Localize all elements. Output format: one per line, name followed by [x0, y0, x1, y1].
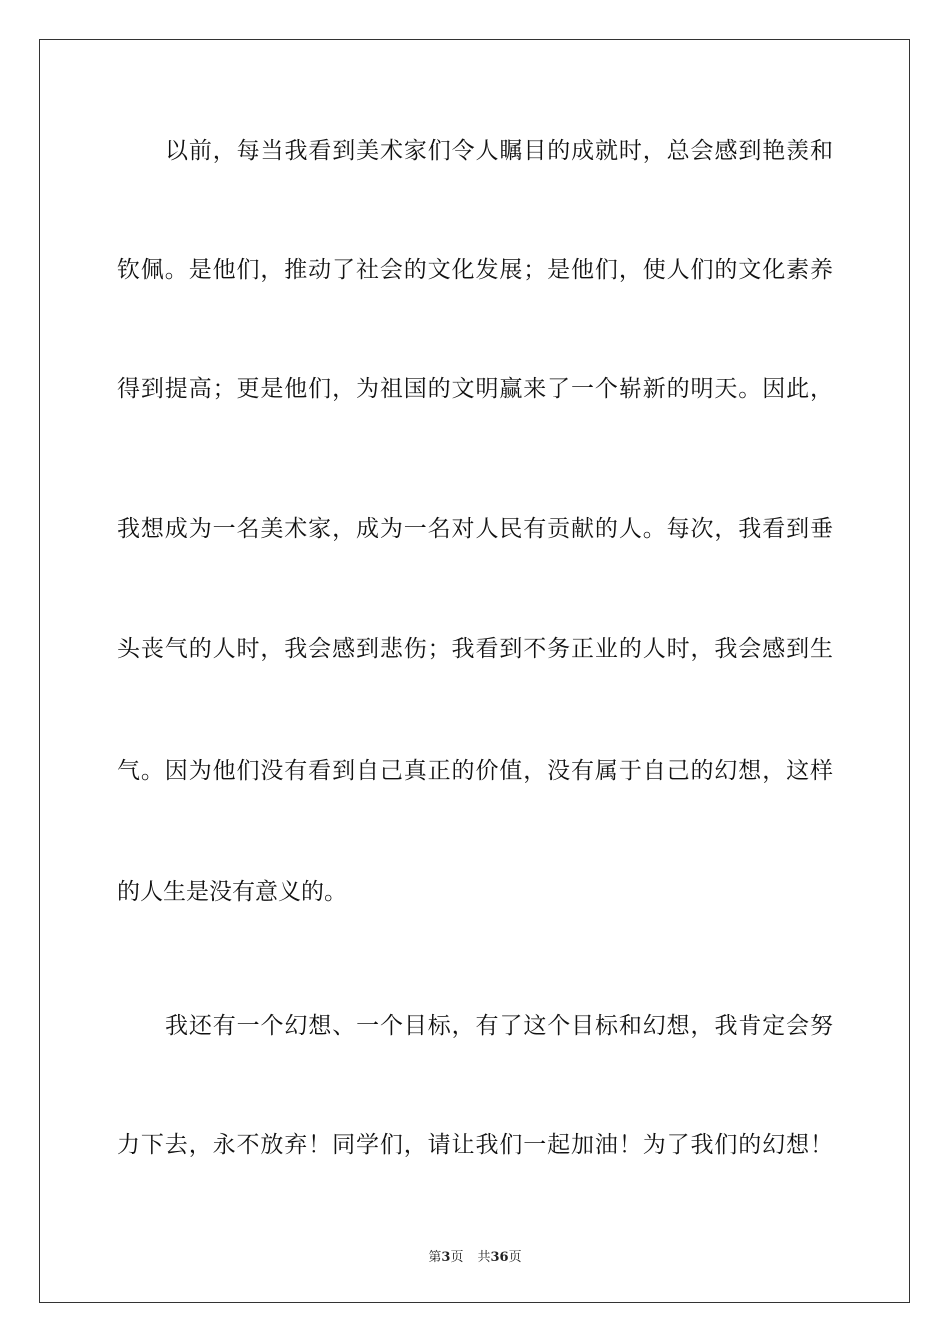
- paragraph-1-line-7: 的人生是没有意义的。: [117, 879, 347, 905]
- page-border: [39, 39, 910, 1303]
- footer-total-prefix: 共: [477, 1250, 491, 1265]
- paragraph-1-line-5: 头丧气的人时，我会感到悲伤；我看到不务正业的人时，我会感到生: [117, 636, 833, 662]
- paragraph-1-line-4: 我想成为一名美术家，成为一名对人民有贡献的人。每次，我看到垂: [117, 516, 833, 542]
- paragraph-1-line-2: 钦佩。是他们，推动了社会的文化发展；是他们，使人们的文化素养: [117, 257, 833, 283]
- paragraph-2-line-2: 力下去，永不放弃！同学们，请让我们一起加油！为了我们的幻想！: [117, 1132, 833, 1158]
- paragraph-1-line-6: 气。因为他们没有看到自己真正的价值，没有属于自己的幻想，这样: [117, 758, 833, 784]
- paragraph-1-line-1: 以前，每当我看到美术家们令人瞩目的成就时，总会感到艳羡和: [165, 138, 833, 164]
- footer-total-pages: 36: [490, 1250, 509, 1265]
- footer-page-number: 3: [441, 1250, 451, 1265]
- footer-page-prefix: 第: [428, 1250, 442, 1265]
- page-footer: [0, 1246, 950, 1265]
- footer-page-suffix: 页: [450, 1250, 464, 1265]
- footer-total-suffix: 页: [508, 1250, 522, 1265]
- paragraph-1-line-3: 得到提高；更是他们，为祖国的文明赢来了一个崭新的明天。因此，: [117, 376, 833, 402]
- paragraph-2-line-1: 我还有一个幻想、一个目标，有了这个目标和幻想，我肯定会努: [165, 1013, 833, 1039]
